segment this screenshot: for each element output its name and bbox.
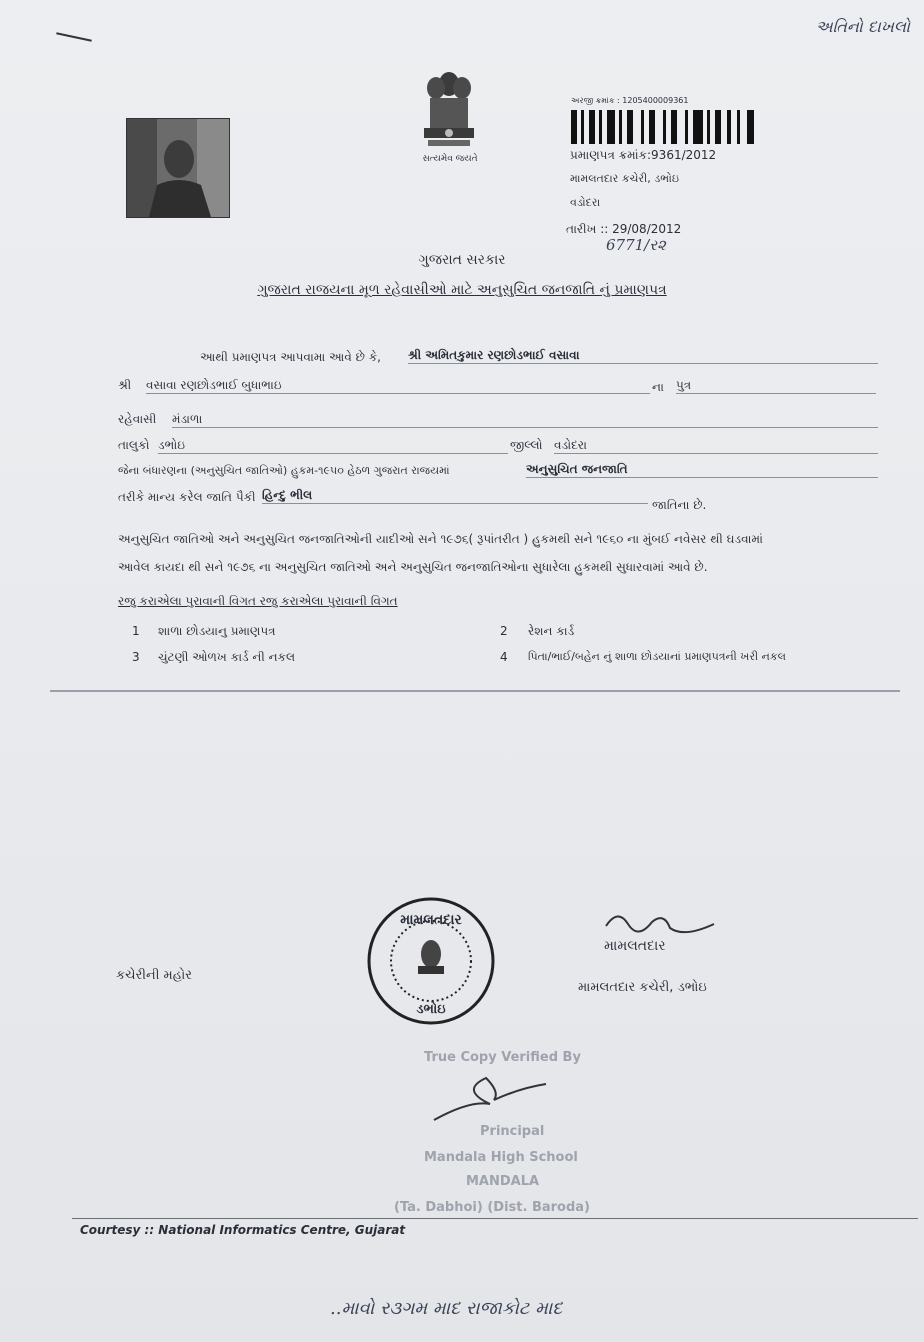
signer-office: મામલતદાર કચેરી, ડભોઇ [578,980,707,995]
seal-text-bottom: ડભોઇ [416,1002,446,1017]
caste-suffix: જાતિના છે. [652,498,707,512]
father-prefix: શ્રી [118,378,132,392]
seal-label: કચેરીની મહોર [116,968,192,983]
document-item: ચુંટણી ઓળખ કાર્ડ ની નકલ [158,650,296,664]
barcode-number: અરજી ક્રમાંક : 1205400009361 [571,96,689,105]
issuing-district: વડોદરા [570,196,601,209]
signer-title: મામલતદાર [604,938,666,954]
taluka-value: ડભોઇ [158,438,508,454]
documents-heading: રજુ કરાએલા પુરાવાની વિગત રજુ કરાએલા પુરાવાની વિગત [118,594,398,608]
document-item: પિતા/ભાઈ/બહેન નું શાળા છોડયાનાં પ્રમાણપત્રની ખરી નકલ [528,650,786,663]
document-item: શાળા છોડયાનુ પ્રમાણપત્ર [158,624,276,638]
courtesy-note: Courtesy :: National Informatics Centre, Gujarat [80,1223,406,1237]
issuing-office: મામલતદાર કચેરી, ડભોઇ [570,172,679,185]
residence-value: મંડાળા [172,412,878,428]
document-item: રેશન કાર્ડ [528,624,575,638]
legal-paragraph-line-1: અનુસુચિત જાતિઓ અને અનુસુચિત જનજાતિઓની યાદીઓ સને ૧૯૭૬( રૂપાંતરીત ) હુકમથી સને ૧૯૬૦ ના મુંબઈ નવેસર થી ઘડવામાં [118,532,763,546]
category-value: અનુસુચિત જનજાતિ [526,462,878,478]
caste-value: હિન્દુ ભીલ [262,488,648,504]
barcode [571,104,759,144]
applicant-photo [126,118,230,218]
relation-value: પુત્ર [676,378,876,394]
relation-label: ના [652,380,664,394]
issue-date: તારીખ :: 29/08/2012 [566,222,682,236]
certificate-title: ગુજરાત રાજયના મૂળ રહેવાસીઓ માટે અનુસુચિત જનજાતિ નું પ્રમાણપત્ર [257,282,667,298]
principal-label: Principal [480,1124,545,1139]
section-divider [50,690,900,692]
constitution-label: જેના બંધારણના (અનુસુચિત જાતિઓ) હુકમ-૧૯૫૦ હેઠળ ગુજરાત રાજયમાં [118,464,450,477]
bottom-handwriting: ..માવો ર૩ગમ માદ રાજાકોટ માદ [330,1298,563,1319]
emblem-caption: સત્યમેવ જયતે [422,154,478,164]
residence-label: રહેવાસી [118,412,157,426]
certificate-number: પ્રમાણપત્ર ક્રમાંક:9361/2012 [570,148,717,162]
seal-text-top: મામલતદાર [400,912,462,928]
applicant-name: શ્રી અમિતકુમાર રણછોડભાઈ વસાવા [408,348,878,364]
district-label: જીલ્લો [510,438,543,452]
document-number: 4 [500,650,508,664]
legal-paragraph-line-2: આવેલ કાયદા થી સને ૧૯૭૬ ના અનુસુચિત જાતિઓ અને અનુસુચિત જનજાતિઓના સુધારેલા હુકમથી સુધારવામાં આવે છે. [118,560,708,574]
handwritten-reference: 6771/ર૨ [606,236,666,254]
true-copy-stamp: True Copy Verified By [424,1050,581,1065]
government-title: ગુજરાત સરકાર [418,252,506,268]
recognized-label: તરીકે માન્ય કરેલ જાતિ પૈકી [118,490,256,504]
school-place: MANDALA [466,1174,540,1189]
corner-pen-mark [56,32,92,41]
document-number: 1 [132,624,140,638]
father-name: વસાવા રણછોડભાઈ બુધાભાઇ [146,378,650,394]
school-name: Mandala High School [424,1150,578,1165]
principal-signature [430,1070,550,1126]
document-number: 3 [132,650,140,664]
footer-divider [72,1218,918,1219]
document-number: 2 [500,624,508,638]
district-value: વડોદરા [554,438,878,454]
intro-label: આથી પ્રમાણપત્ર આપવામા આવે છે કે, [200,350,381,364]
school-address: (Ta. Dabhoi) (Dist. Baroda) [394,1200,590,1215]
taluka-label: તાલુકો [118,438,150,452]
corner-handwritten-note: અતિનો દાખલો [815,17,910,36]
